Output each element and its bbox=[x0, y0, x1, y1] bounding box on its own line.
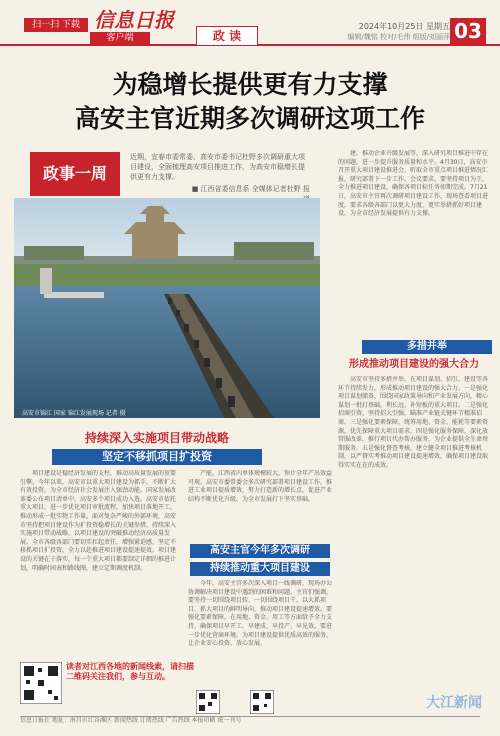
client-label: 客户端 bbox=[90, 32, 150, 44]
scan-download-label: 扫一扫 下载 bbox=[24, 18, 88, 32]
subhead-multiple-measures: 多措并举 bbox=[362, 340, 492, 354]
headline-line-1: 为稳增长提供更有力支撑 bbox=[112, 70, 388, 99]
issue-date: 2024年10月25日 星期五 bbox=[358, 22, 450, 31]
reader-promo: 读者对江西各地的新闻线索，请扫描二维码关注我们，参与互动。 bbox=[66, 662, 194, 681]
section-tag: 政 读 bbox=[196, 26, 258, 46]
page-number: 03 bbox=[450, 18, 486, 44]
bridge-photo bbox=[14, 198, 320, 418]
subhead-push-major-projects: 持续推动重大项目建设 bbox=[190, 562, 330, 576]
wechat-qr-icon[interactable] bbox=[250, 690, 274, 714]
subhead-joint-force: 形成推动项目建设的强大合力 bbox=[349, 359, 479, 370]
newspaper-logo: 信息日报 bbox=[94, 8, 174, 32]
column-intro: 近期，宜春市委常委、高安市委书记杜野多次调研重大项目建设，全面梳理高安项目推进工作，为高安市稳增长提供更有力支撑。 bbox=[130, 153, 305, 181]
subhead-multiple-visits: 高安主官今年多次调研 bbox=[190, 544, 330, 558]
subhead-implement-strategy: 持续深入实施项目带动战略 bbox=[84, 431, 229, 445]
headline-line-2: 高安主官近期多次调研这项工作 bbox=[74, 104, 425, 133]
app-qr-icon[interactable] bbox=[196, 690, 220, 714]
column-author: ■ 江西省委信息系 全媒体记者杜野 报 bbox=[191, 185, 310, 193]
headline bbox=[20, 68, 480, 136]
editor-credits: 编辑/魏铭 校对/毛伟 组版/刘丽萍 bbox=[347, 33, 450, 41]
bridge-photo-illustration bbox=[14, 198, 320, 418]
body-text-left: 项目建设是稳经济发展的支柱，推动高质量发展的重要引擎。今年以来，高安市以重大项目建设为抓手，不断扩大有效投资，为全市经济社会发展注入强劲动能。国家发展改革委公布项目清单中，高安多个项目成功入选。高安市依托重大项目，进一步优化项目审批流程，加快项目落地开工，推动形成一批实物工作量。面对复杂严峻的外部环境，高安市坚持把项目建设作为扩投资稳增长的关键举措，持续深入实施项目带动战略，以项目建设的突破推动经济高质量发展。全市各级各部门要切实扛起责任，增强紧迫感，坚定不移抓项目扩投资，全力以赴推进项目建设提速提效。项目建设的关键在于落实，每一个重大项目都要制定详细的推进计划，明确时间表和路线图，建立定期调度机制。 bbox=[20, 470, 177, 572]
photo-caption: 高安市锦江 国家 锦江发展现场 记者 摄 bbox=[22, 410, 126, 417]
qr-code-icon[interactable] bbox=[20, 662, 62, 704]
body-text-right-bottom: 高安市坚持多措并举，在项目谋划、招引、建设等各环节持续发力，形成推动项目建设的强大合力。一是强化项目谋划储备，围绕国家政策导向和产业发展方向，精心谋划一批打基础、利长远、补短板的重大项目。二是强化招商引资，坚持招大引强，瞄准产业链关键环节精准招商。三是强化要素保障，统筹用地、资金、能耗等要素资源，优先保障重大项目需求。四是强化服务保障，深化放管服改革，推行项目代办帮办服务，为企业提供全生命周期服务。五是强化督查考核，建立健全项目推进考核机制，以严督实考推动项目建设提速增效，确保项目建设取得实实在在的成效。 bbox=[338, 376, 489, 469]
body-text-right-top: 建，推动企业升级发展等，深入研究项目推进中存在的问题，进一步提升服务质量和水平。4月30日，高安市召开重大项目建设推进会，听取全市重点项目推进情况汇报，研究部署下一步工作。会议要求，要坚持项目为王，全力推进项目建设，确保各项目标任务如期完成。7月21日，高安市主官再次调研项目建设工作，现场查看项目进度，要求各级各部门以更大力度、更实举措抓好项目建设，为全市经济发展提供有力支撑。 bbox=[338, 150, 489, 218]
column-badge: 政事一周 bbox=[30, 152, 120, 196]
dajiang-news-logo: 大江新闻 bbox=[426, 695, 482, 711]
body-text-mid-bottom: 今年，高安主官多次深入项目一线调研，现场办公协调解决项目建设中遇到的困难和问题。主官们强调，要坚持一切围绕项目转、一切围绕项目干，以大抓项目、抓大项目的鲜明导向，推动项目建设提速增效。要强化要素保障，在用地、资金、用工等方面给予全力支持，确保项目早开工、早建成、早投产、早见效。要进一步优化营商环境，为项目建设提供优质高效的服务，让企业安心投资、放心发展。 bbox=[188, 580, 333, 648]
body-text-mid-top: 产能，江西省内单体规模较大，预计全年产出效益可观。高安市委常委会多次研究部署项目建设工作，推进工业项目提质增效，努力打造新的增长点，促进产业结构不断优化升级，为全市发展打下坚实基础。 bbox=[188, 470, 333, 503]
subhead-expand-investment: 坚定不移抓项目扩投资 bbox=[52, 449, 262, 465]
footer-info: 信息日报社 地址：南昌市红谷滩区 新闻热线 订阅热线 广告热线 本报印刷 统一刊号 bbox=[20, 716, 480, 733]
